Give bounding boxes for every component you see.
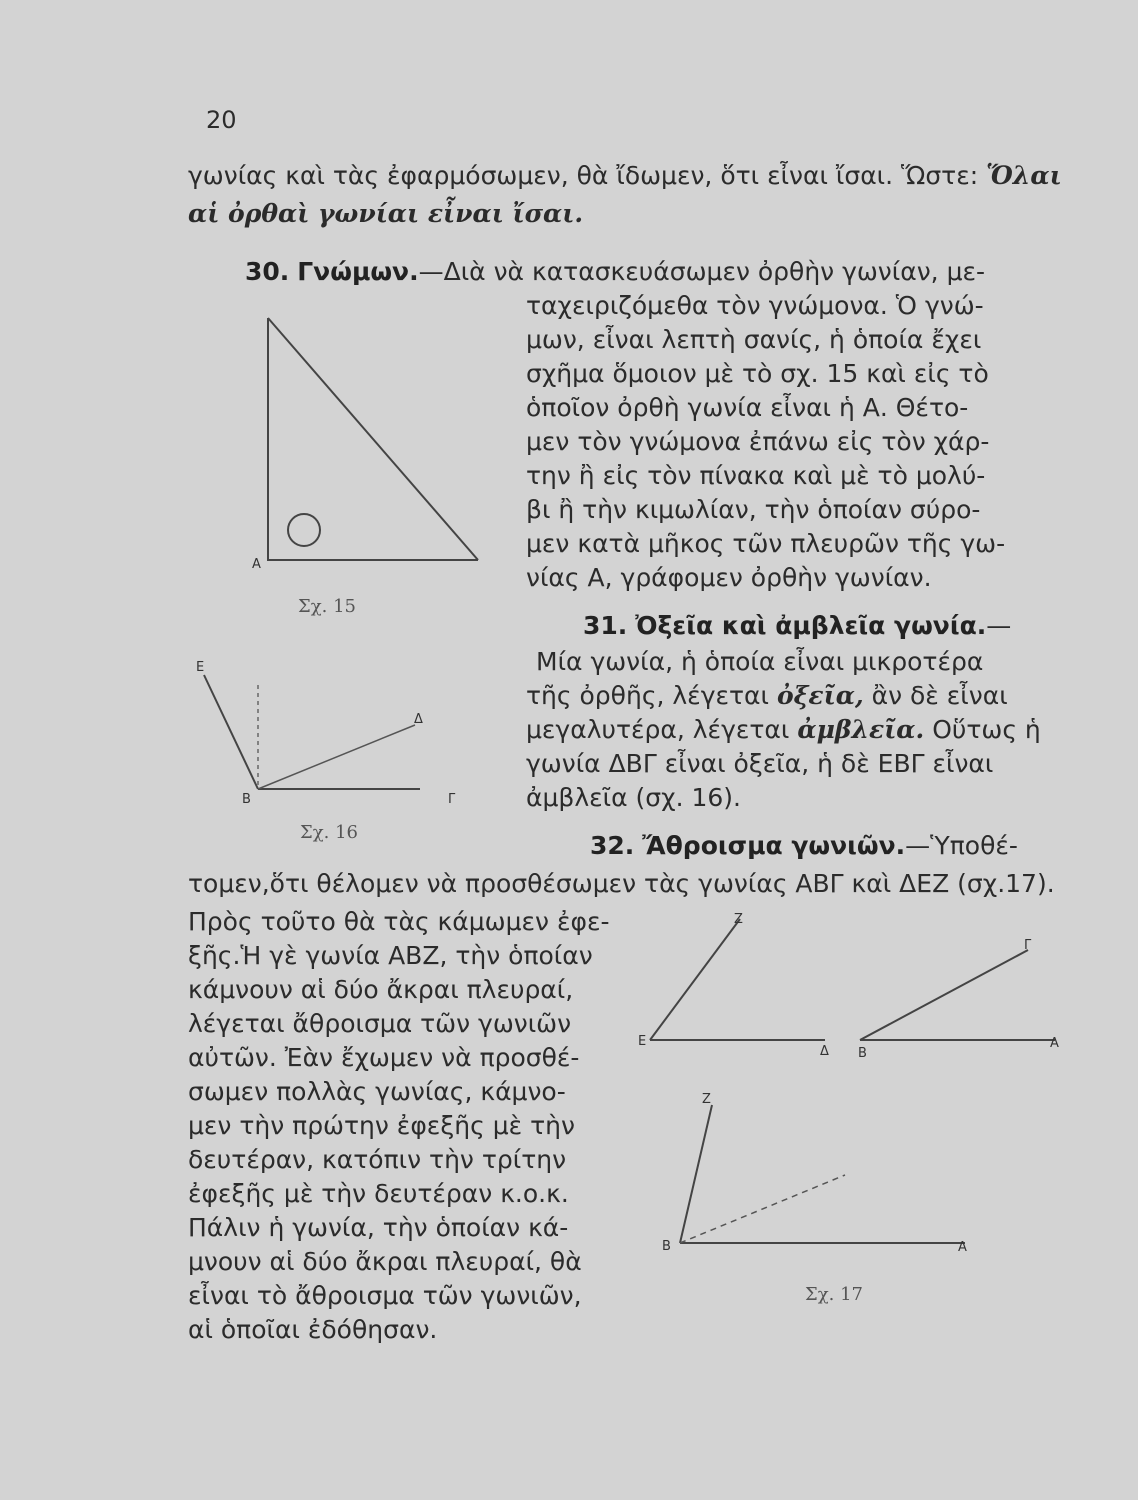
s32-line: αὐτῶν. Ἐὰν ἔχωμεν νὰ προσθέ- bbox=[188, 1043, 580, 1072]
set-square-hypotenuse bbox=[268, 318, 478, 560]
s31-text: μεγαλυτέρα, λέγεται bbox=[526, 715, 790, 744]
s30-line: νίας Α, γράφομεν ὀρθὴν γωνίαν. bbox=[526, 563, 932, 592]
s31-line-2 bbox=[526, 680, 1008, 712]
label-g: Γ bbox=[448, 792, 456, 807]
s31-text: ἂν δὲ εἶναι bbox=[871, 681, 1008, 710]
s30-line: μων, εἶναι λεπτὴ σανίς, ἡ ὁποία ἔχει bbox=[526, 325, 982, 354]
intro-text: γωνίας καὶ τὰς ἐφαρμόσωμεν, θὰ ἴδωμεν, ὅτι εἶναι ἴσαι. Ὥστε: bbox=[188, 161, 979, 190]
s32-line: ξῆς.Ἡ γὲ γωνία ΑΒΖ, τὴν ὁποίαν bbox=[188, 941, 593, 970]
s32-line: σωμεν πολλὰς γωνίας, κάμνο- bbox=[188, 1077, 566, 1106]
s30-line-0: —Διὰ νὰ κατασκευάσωμεν ὀρθὴν γωνίαν, με- bbox=[418, 257, 986, 286]
s32-line: μνουν αἱ δύο ἄκραι πλευραί, θὰ bbox=[188, 1247, 582, 1276]
label-e: Ε bbox=[196, 660, 205, 675]
intro-emphasis: αἱ ὀρθαὶ γωνίαι εἶναι ἴσαι. bbox=[188, 199, 584, 228]
figure-16 bbox=[190, 655, 470, 810]
figure-15 bbox=[240, 310, 490, 580]
ray-be bbox=[204, 675, 258, 789]
s32-line: αἱ ὁποῖαι ἐδόθησαν. bbox=[188, 1315, 438, 1344]
s32-line: μεν τὴν πρώτην ἐφεξῆς μὲ τὴν bbox=[188, 1111, 575, 1140]
label-b: Β bbox=[858, 1046, 867, 1061]
label-a: Α bbox=[1050, 1036, 1059, 1051]
s31-line-3 bbox=[526, 714, 1041, 746]
ray-dashed bbox=[680, 1175, 845, 1243]
s31-heading-line bbox=[583, 610, 1011, 642]
s31-text: τῆς ὀρθῆς, λέγεται bbox=[526, 681, 769, 710]
s32-line: Πρὸς τοῦτο θὰ τὰς κάμωμεν ἐφε- bbox=[188, 907, 610, 936]
label-a: Α bbox=[958, 1240, 967, 1255]
s32-line: Πάλιν ἡ γωνία, τὴν ὁποίαν κά- bbox=[188, 1213, 569, 1242]
s30-line: την ἢ εἰς τὸν πίνακα καὶ μὲ τὸ μολύ- bbox=[526, 461, 986, 490]
term-obtuse: ἀμβλεῖα. bbox=[797, 715, 925, 744]
s31-line: γωνία ΔΒΓ εἶναι ὀξεῖα, ἡ δὲ ΕΒΓ εἶναι bbox=[526, 749, 994, 778]
s31-number: 31. bbox=[583, 611, 628, 640]
s30-line: μεν κατὰ μῆκος τῶν πλευρῶν τῆς γω- bbox=[526, 529, 1006, 558]
s32-line: δευτέραν, κατόπιν τὴν τρίτην bbox=[188, 1145, 567, 1174]
s30-line: βι ἢ τὴν κιμωλίαν, τὴν ὁποίαν σύρο- bbox=[526, 495, 981, 524]
page-number: 20 bbox=[206, 106, 237, 134]
term-acute: ὀξεῖα, bbox=[776, 681, 864, 710]
s30-line: ὁποῖον ὀρθὴ γωνία εἶναι ἡ Α. Θέτο- bbox=[526, 393, 969, 422]
ray-ez bbox=[650, 919, 740, 1040]
label-z: Z bbox=[702, 1092, 711, 1107]
s31-line: ἀμβλεῖα (σχ. 16). bbox=[526, 783, 741, 812]
s30-line: μεν τὸν γνώμονα ἐπάνω εἰς τὸν χάρ- bbox=[526, 427, 990, 456]
label-b: Β bbox=[242, 792, 251, 807]
s30-title: Γνώμων. bbox=[297, 257, 419, 286]
label-e: Ε bbox=[638, 1034, 647, 1049]
label-z: Z bbox=[734, 912, 743, 927]
figure-15-caption: Σχ. 15 bbox=[298, 596, 356, 617]
s32-heading-line bbox=[590, 830, 1018, 862]
s32-title: Ἄθροισμα γωνιῶν. bbox=[642, 831, 906, 860]
s30-line: σχῆμα ὅμοιον μὲ τὸ σχ. 15 καὶ εἰς τὸ bbox=[526, 359, 989, 388]
label-b: Β bbox=[662, 1239, 671, 1254]
figure-17 bbox=[630, 905, 1070, 1255]
intro-line-1 bbox=[188, 160, 1062, 192]
ray-bg bbox=[860, 950, 1028, 1040]
s30-number: 30. bbox=[245, 257, 290, 286]
s31-text: Οὕτως ἡ bbox=[932, 715, 1041, 744]
s32-number: 32. bbox=[590, 831, 635, 860]
label-d: Δ bbox=[414, 712, 423, 727]
set-square-hole bbox=[288, 514, 320, 546]
label-a: Α bbox=[252, 557, 261, 572]
ray-bz bbox=[680, 1105, 712, 1243]
s31-line: Μία γωνία, ἡ ὁποία εἶναι μικροτέρα bbox=[536, 647, 984, 676]
label-g: Γ bbox=[1024, 938, 1032, 953]
s30-heading-line bbox=[245, 256, 985, 288]
figure-16-caption: Σχ. 16 bbox=[300, 822, 358, 843]
s32-line: τομεν,ὅτι θέλομεν νὰ προσθέσωμεν τὰς γωνίας ΑΒΓ καὶ ΔΕΖ (σχ.17). bbox=[188, 869, 1055, 898]
intro-emphasis-start: Ὅλαι bbox=[986, 161, 1062, 190]
s32-line: εἶναι τὸ ἄθροισμα τῶν γωνιῶν, bbox=[188, 1281, 582, 1310]
s32-line: λέγεται ἄθροισμα τῶν γωνιῶν bbox=[188, 1009, 572, 1038]
s32-line: κάμνουν αἱ δύο ἄκραι πλευραί, bbox=[188, 975, 574, 1004]
s31-title: Ὀξεῖα καὶ ἀμβλεῖα γωνία. bbox=[635, 611, 987, 640]
s32-line: ἐφεξῆς μὲ τὴν δευτέραν κ.ο.κ. bbox=[188, 1179, 569, 1208]
s31-dash: — bbox=[986, 611, 1012, 640]
label-d: Δ bbox=[820, 1044, 829, 1059]
figure-17-caption: Σχ. 17 bbox=[805, 1284, 863, 1305]
ray-bd bbox=[258, 725, 415, 789]
s32-intro: —Ὑποθέ- bbox=[905, 831, 1018, 860]
s30-line: ταχειριζόμεθα τὸν γνώμονα. Ὁ γνώ- bbox=[526, 291, 984, 320]
